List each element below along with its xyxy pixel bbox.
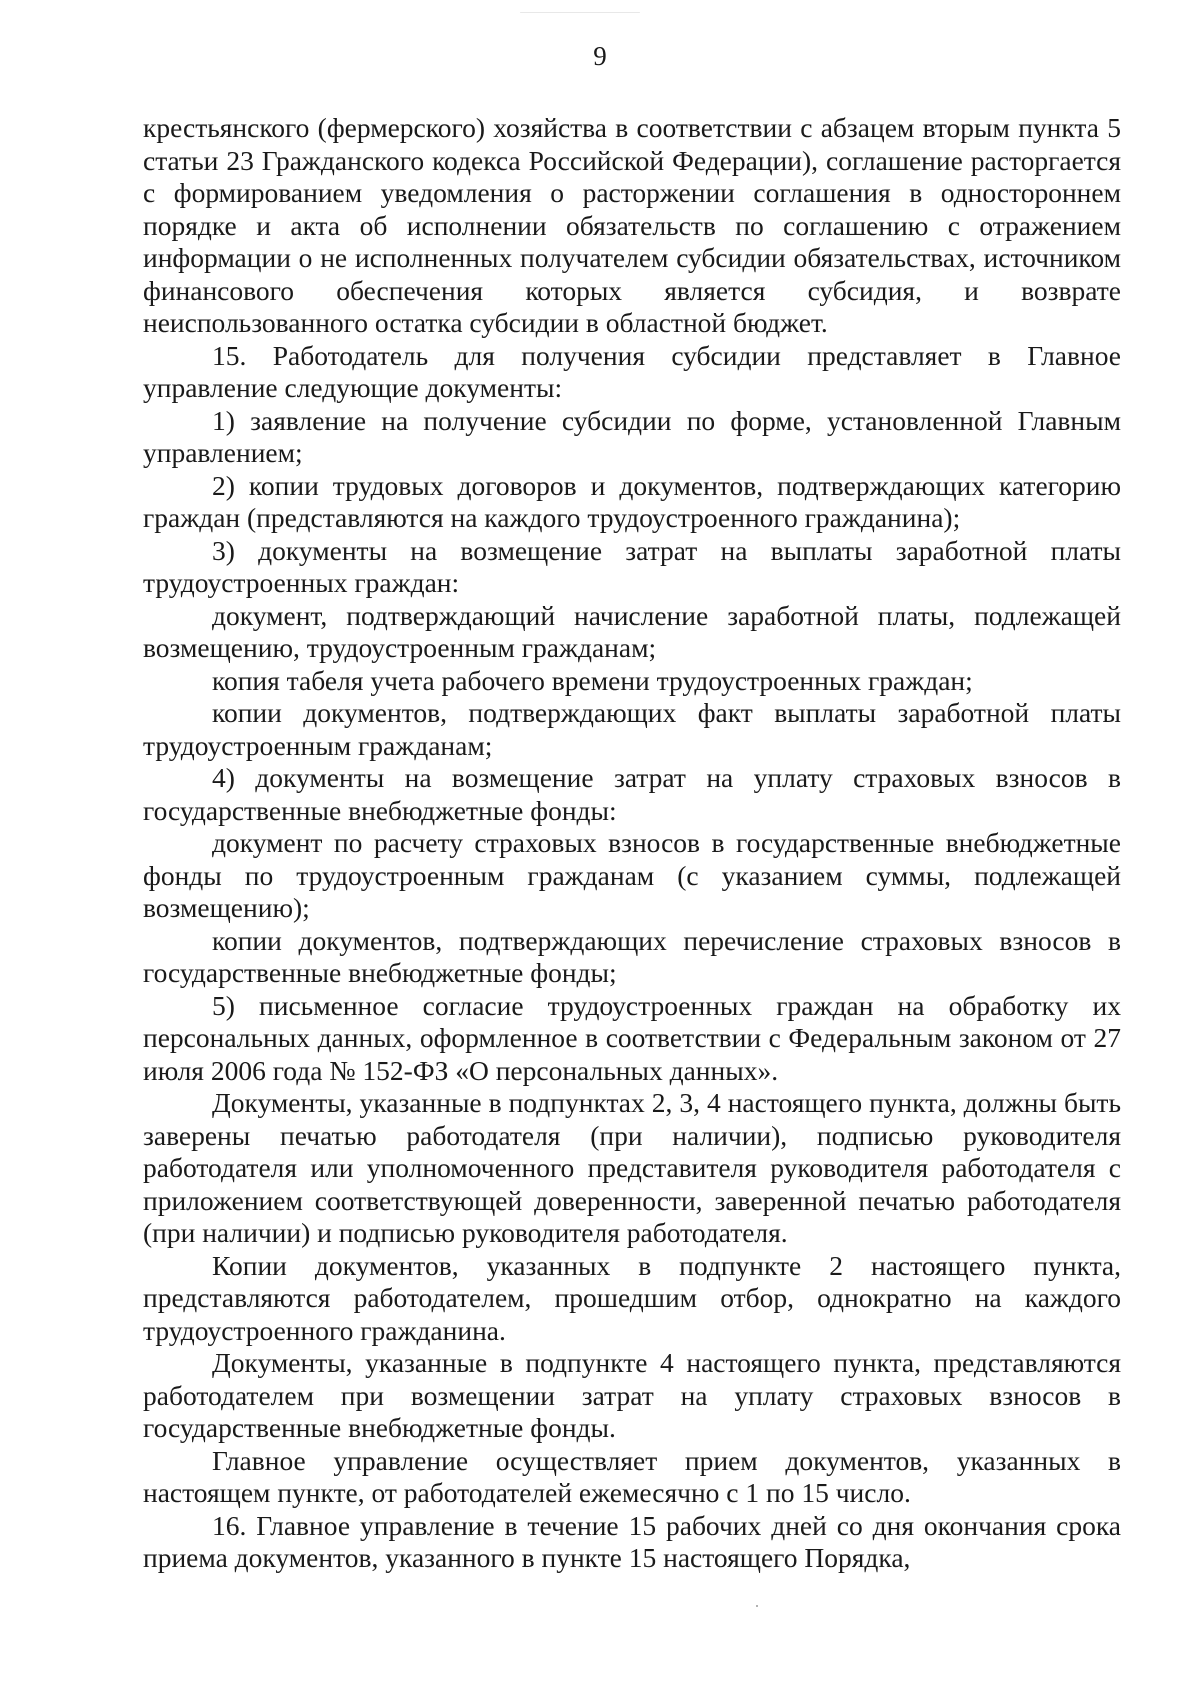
paragraph-subitem-4: 4) документы на возмещение затрат на уплату страховых взносов в государственные внебюджетные фонды: [143,762,1121,826]
paragraph-acceptance-period: Главное управление осуществляет прием документов, указанных в настоящем пункте, от работодателей ежемесячно с 1 по 15 число. [143,1444,1121,1508]
paragraph-certification: Документы, указанные в подпунктах 2, 3, 4 настоящего пункта, должны быть заверены печатью работодателя (при наличии), подписью руководителя работодателя или уполномоченного представителя руководителя работодателя с приложением соответствующей доверенности, заверенной печатью работодателя (при наличии) и подписью руководителя работодателя. [143,1087,1121,1248]
paragraph-item-15: 15. Работодатель для получения субсидии представляет в Главное управление следующие документы: [143,339,1121,403]
paragraph-item-16: 16. Главное управление в течение 15 рабочих дней со дня окончания срока приема документов, указанного в пункте 15 настоящего Порядка, [143,1509,1121,1573]
document-body [143,112,1121,1575]
paragraph-subitem-4-doc-a: документ по расчету страховых взносов в государственные внебюджетные фонды по трудоустроенным гражданам (с указанием суммы, подлежащей возмещению); [143,827,1121,923]
paragraph-copies: Копии документов, указанных в подпункте 2 настоящего пункта, представляются работодателем, прошедшим отбор, однократно на каждого трудоустроенного гражданина. [143,1249,1121,1346]
paragraph-subitem-5: 5) письменное согласие трудоустроенных граждан на обработку их персональных данных, оформленное в соответствии с Федеральным законом от 27 июля 2006 года № 152-ФЗ «О персональных данных». [143,989,1121,1086]
scan-artifact [756,1605,758,1607]
page-number: 9 [593,41,607,71]
paragraph-subitem-3-doc-a: документ, подтверждающий начисление заработной платы, подлежащей возмещению, трудоустроенным гражданам; [143,599,1121,663]
paragraph-subitem-4-doc-b: копии документов, подтверждающих перечисление страховых взносов в государственные внебюджетные фонды; [143,924,1121,988]
paragraph-continuation: крестьянского (фермерского) хозяйства в соответствии с абзацем вторым пункта 5 статьи 23 Гражданского кодекса Российской Федерации), соглашение расторгается с формированием уведомления о расторжении соглашения в одностороннем порядке и акта об исполнении обязательств по соглашению с отражением информации о не исполненных получателем субсидии обязательствах, источником финансового обеспечения которых является субсидия, и возврате неиспользованного остатка субсидии в областной бюджет. [143,112,1121,338]
paragraph-subitem-3: 3) документы на возмещение затрат на выплаты заработной платы трудоустроенных граждан: [143,534,1121,598]
paragraph-subitem-3-doc-c: копии документов, подтверждающих факт выплаты заработной платы трудоустроенным гражданам; [143,697,1121,761]
paragraph-subitem-2: 2) копии трудовых договоров и документов, подтверждающих категорию граждан (представляются на каждого трудоустроенного гражданина); [143,469,1121,533]
paragraph-subitem-4-submission: Документы, указанные в подпункте 4 настоящего пункта, представляются работодателем при возмещении затрат на уплату страховых взносов в государственные внебюджетные фонды. [143,1347,1121,1443]
paragraph-subitem-3-doc-b: копия табеля учета рабочего времени трудоустроенных граждан; [212,664,973,696]
scan-artifact [520,12,640,13]
paragraph-subitem-1: 1) заявление на получение субсидии по форме, установленной Главным управлением; [143,404,1121,468]
